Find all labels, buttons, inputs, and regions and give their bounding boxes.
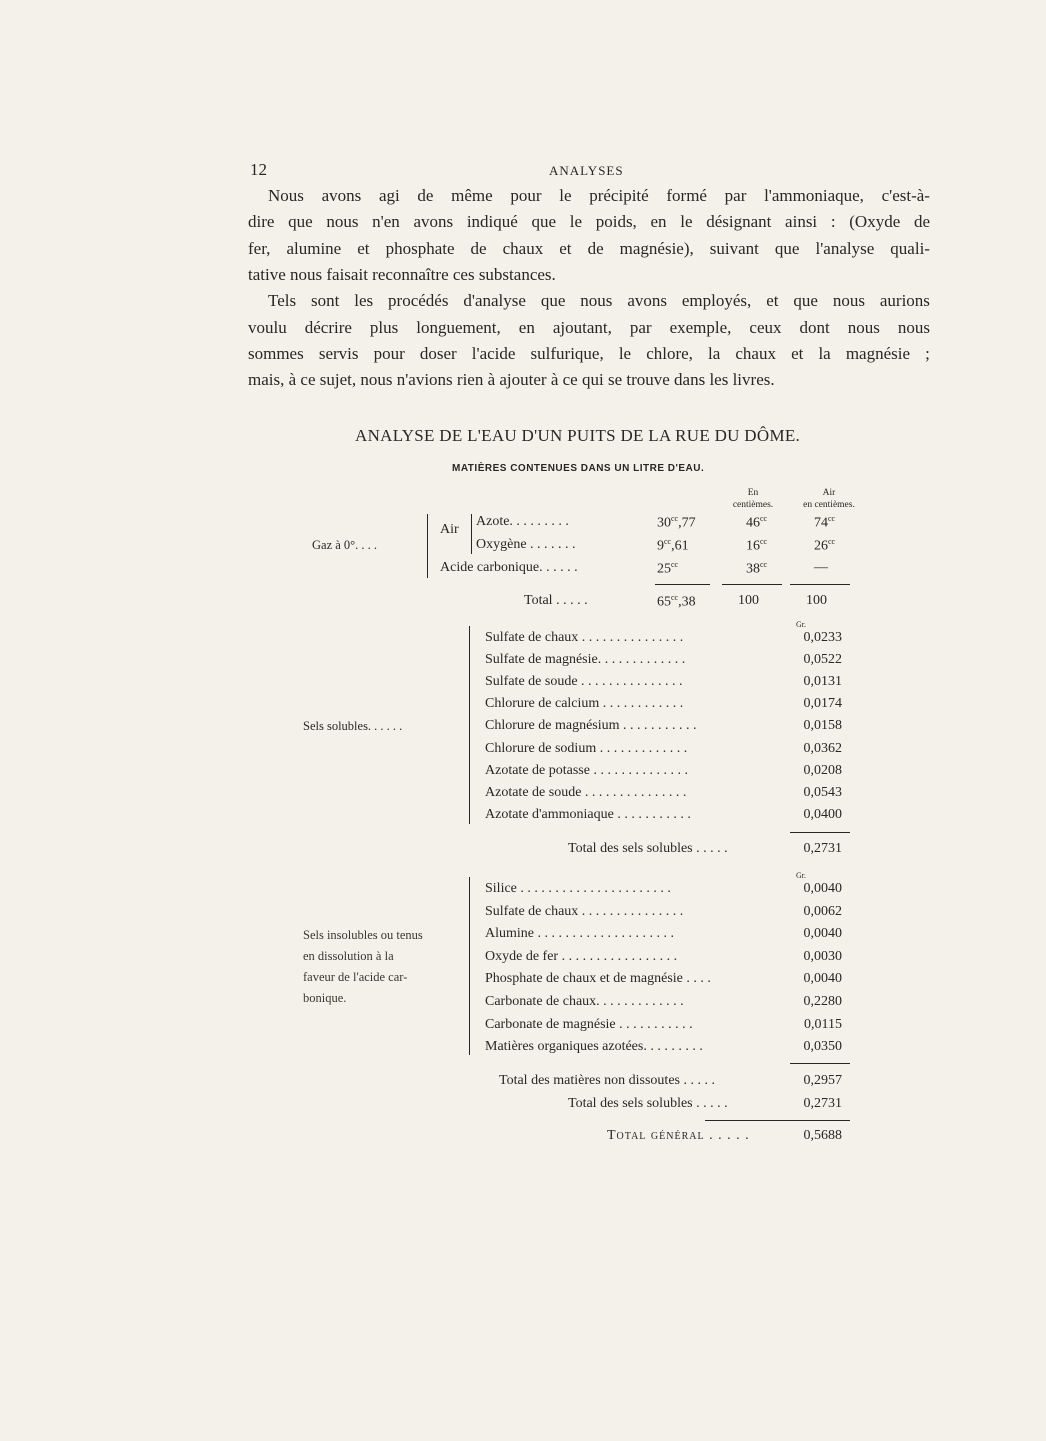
intro-word: magnésie (845, 344, 911, 363)
intro-word: de (470, 239, 487, 258)
intro-word: ceux (749, 318, 782, 337)
intro-line (248, 344, 930, 364)
intro-word: ajoutant, (552, 318, 612, 337)
gas-row-percent: $16^{cc}$ (746, 537, 768, 554)
intro-word: exemple, (669, 318, 732, 337)
intro-word: Tels (268, 291, 297, 310)
intro-word: dire (248, 212, 275, 231)
insolubles-row-name: Matières organiques azotées. . . . . . . . . (485, 1039, 703, 1055)
intro-word: indiqué (466, 212, 518, 231)
intro-word: d'analyse (463, 291, 526, 310)
intro-word: le (680, 212, 693, 231)
intro-word: l'acide (471, 344, 516, 363)
solubles-row-value: 0,0131 (803, 674, 842, 690)
intro-word: voulu (248, 318, 287, 337)
intro-word: employés, (681, 291, 752, 310)
intro-word: nous (897, 318, 930, 337)
solubles-total2-label: Total des sels solubles . . . . . (568, 1096, 728, 1111)
solubles-row-value: 0,0174 (803, 696, 842, 712)
page-number: 12 (250, 160, 267, 179)
intro-word: et (357, 239, 370, 258)
intro-word: longuement, (416, 318, 501, 337)
insolubles-row-name: Carbonate de chaux. . . . . . . . . . . . . (485, 994, 684, 1009)
intro-word: nous (832, 291, 865, 310)
table-subtitle: MATIÈRES CONTENUES DANS UN LITRE D'EAU. (452, 463, 705, 474)
intro-word: chaux (735, 344, 776, 363)
insolubles-row-name: Sulfate de chaux . . . . . . . . . . . . . . . (485, 903, 684, 919)
gas-row-air: — (814, 560, 828, 575)
solubles-row-value: 0,0233 (803, 630, 842, 645)
solubles-group-label: Sels solubles. . . . . . (303, 719, 403, 733)
intro-word: avons (321, 186, 362, 205)
intro-word: phosphate (385, 239, 455, 258)
solubles-row-value: 0,0543 (803, 784, 842, 800)
gas-row-percent: $46^{cc}$ (746, 514, 768, 531)
solubles-brace (469, 626, 470, 824)
air-brace (471, 514, 472, 554)
solubles-row-name: Chlorure de magnésium . . . . . . . . . . . (485, 718, 697, 734)
intro-word: de (913, 212, 930, 231)
solubles-row-value: 0,0522 (803, 652, 842, 668)
intro-word: doser (419, 344, 457, 363)
solubles-row-value: 0,0208 (803, 762, 842, 778)
intro-word: poids, (595, 212, 637, 231)
intro-word: que (774, 239, 800, 258)
intro-word: même (451, 186, 493, 205)
intro-word: la (708, 344, 721, 363)
col-head-air-line1: Air (822, 488, 836, 498)
intro-word: le (618, 344, 632, 363)
gas-row-air: $26^{cc}$ (814, 537, 836, 554)
intro-word: quali- (890, 239, 930, 258)
intro-word: formé (666, 186, 707, 205)
intro-word: n'en (372, 212, 400, 231)
intro-word: aurions (879, 291, 930, 310)
gas-row-value: $9^{cc},61$ (657, 537, 689, 554)
gas-total-percent: 100 (738, 593, 759, 608)
insolubles-row-value: 0,0350 (803, 1039, 842, 1055)
gas-total-value: $65^{cc},38$ (657, 593, 696, 610)
intro-word: en (518, 318, 535, 337)
general-total-value: 0,5688 (803, 1128, 842, 1143)
intro-word: nous (847, 318, 880, 337)
intro-word: servis (318, 344, 359, 363)
insolubles-row-value: 0,0040 (803, 881, 842, 896)
intro-word: chaux (502, 239, 544, 258)
insolubles-row-value: 0,0040 (803, 926, 842, 942)
insolubles-row-name: Phosphate de chaux et de magnésie . . . . (485, 971, 711, 987)
solubles-total2-value: 0,2731 (803, 1096, 842, 1111)
intro-word: agi (378, 186, 400, 205)
insolubles-brace (469, 877, 470, 1055)
intro-line (268, 186, 930, 206)
general-total-label: Total général . . . . . (607, 1128, 750, 1143)
intro-line (268, 291, 930, 311)
intro-word: pour (373, 344, 405, 363)
insolubles-group-label (303, 925, 423, 1009)
insolubles-label-line3: faveur de l'acide car- (303, 970, 408, 984)
col-head-percent-line2: centièmes. (732, 500, 774, 510)
insolubles-row-value: 0,0062 (803, 903, 842, 919)
insolubles-rule (790, 1063, 850, 1064)
col-head-percent-line1: En (747, 488, 759, 498)
intro-word: que (793, 291, 818, 310)
table-title: ANALYSE DE L'EAU D'UN PUITS DE LA RUE DU DÔME. (355, 426, 801, 445)
col-head-percent (728, 487, 778, 511)
intro-word: le (559, 186, 572, 205)
gas-total-label: Total . . . . . (524, 593, 588, 608)
intro-word: par (629, 318, 652, 337)
intro-word: par (724, 186, 747, 205)
intro-word: procédés (388, 291, 449, 310)
intro-word: pour (510, 186, 542, 205)
intro-word: l'analyse (815, 239, 875, 258)
solubles-row-value: 0,0362 (803, 740, 842, 756)
intro-word: alumine (286, 239, 342, 258)
solubles-row-name: Azotate de soude . . . . . . . . . . . . . . . (485, 784, 687, 800)
intro-word: c'est-à- (881, 186, 930, 205)
col-head-air (790, 487, 868, 511)
intro-word: sont (311, 291, 340, 310)
insolubles-unit: Gr. (796, 871, 806, 880)
insolubles-row-name: Carbonate de magnésie . . . . . . . . . . . (485, 1016, 693, 1032)
intro-word: les (354, 291, 374, 310)
gas-rule-1 (655, 584, 710, 585)
intro-word: que (531, 212, 557, 231)
intro-word: que (288, 212, 313, 231)
intro-word: que (540, 291, 566, 310)
intro-line (248, 212, 930, 232)
intro-line: tative nous faisait reconnaître ces substances. (248, 265, 556, 284)
insolubles-label-line4: bonique. (303, 991, 347, 1005)
solubles-unit: Gr. (796, 620, 806, 629)
insolubles-row-value: 0,0030 (803, 948, 842, 964)
intro-word: et (791, 344, 804, 363)
gas-rule-3 (790, 584, 850, 585)
solubles-total-value: 0,2731 (803, 841, 842, 856)
intro-word: : (830, 212, 836, 231)
intro-word: le (569, 212, 583, 231)
intro-word: l'ammoniaque, (764, 186, 864, 205)
gas-row-name: Azote. . . . . . . . . (476, 514, 569, 529)
gas-brace (427, 514, 428, 578)
gas-row-value: $25^{cc}$ (657, 560, 679, 577)
solubles-total-label: Total des sels solubles . . . . . (568, 841, 728, 856)
insolubles-row-value: 0,2280 (803, 994, 842, 1009)
solubles-row-value: 0,0400 (803, 806, 842, 822)
gas-total-air: 100 (806, 593, 827, 608)
solubles-row-name: Sulfate de soude . . . . . . . . . . . . . . . (485, 674, 683, 690)
gas-row-name: Oxygène . . . . . . . (476, 537, 576, 552)
solubles-row-name: Sulfate de chaux . . . . . . . . . . . . . . . (485, 630, 684, 645)
gas-group-label: Gaz à 0°. . . . (312, 538, 378, 552)
intro-word: magnésie), (619, 239, 694, 258)
solubles-row-name: Chlorure de calcium . . . . . . . . . . . . (485, 696, 684, 712)
gas-row-air: $74^{cc}$ (814, 514, 836, 531)
intro-word: décrire (304, 318, 352, 337)
intro-word: en (650, 212, 667, 231)
gas-row-name: Acide carbonique. . . . . . (440, 560, 578, 575)
solubles-row-value: 0,0158 (803, 718, 842, 734)
intro-word: et (559, 239, 572, 258)
gas-row-percent: $38^{cc}$ (746, 560, 768, 577)
nondiss-total-label: Total des matières non dissoutes . . . . . (499, 1073, 715, 1088)
intro-word: précipité (589, 186, 649, 205)
insolubles-row-value: 0,0040 (803, 971, 842, 987)
general-total-rule (705, 1120, 850, 1121)
intro-word: nous (326, 212, 359, 231)
intro-word: chlore, (646, 344, 693, 363)
intro-word: de (417, 186, 434, 205)
intro-word: désignant (706, 212, 772, 231)
intro-word: fer, (248, 239, 271, 258)
col-head-air-line2: en centièmes. (803, 500, 855, 510)
intro-word: suivant (709, 239, 759, 258)
intro-word: avons (413, 212, 454, 231)
intro-word: de (587, 239, 604, 258)
intro-word: nous (580, 291, 613, 310)
intro-word: sommes (248, 344, 304, 363)
intro-word: ainsi (785, 212, 818, 231)
insolubles-label-line1: Sels insolubles ou tenus (303, 928, 423, 942)
intro-word: Nous (268, 186, 304, 205)
air-label: Air (440, 522, 459, 537)
intro-word: dont (799, 318, 830, 337)
gas-rule-2 (722, 584, 782, 585)
solubles-row-name: Azotate d'ammoniaque . . . . . . . . . . . (485, 806, 691, 822)
insolubles-row-name: Silice . . . . . . . . . . . . . . . . . . . . . . (485, 881, 671, 896)
insolubles-row-name: Oxyde de fer . . . . . . . . . . . . . . . . . (485, 948, 678, 964)
intro-line (248, 239, 930, 259)
insolubles-label-line2: en dissolution à la (303, 949, 394, 963)
intro-line (248, 318, 930, 338)
solubles-row-name: Sulfate de magnésie. . . . . . . . . . . . . (485, 652, 686, 668)
solubles-rule (790, 832, 850, 833)
gas-row-value: $30^{cc},77$ (657, 514, 696, 531)
insolubles-row-name: Alumine . . . . . . . . . . . . . . . . . . . . (485, 926, 674, 942)
intro-word: plus (369, 318, 399, 337)
running-head: ANALYSES (549, 163, 624, 178)
intro-word: la (818, 344, 831, 363)
insolubles-row-value: 0,0115 (804, 1016, 842, 1032)
nondiss-total-value: 0,2957 (803, 1073, 842, 1088)
intro-word: ; (925, 344, 930, 363)
intro-word: sulfurique, (530, 344, 604, 363)
intro-word: (Oxyde (849, 212, 901, 231)
intro-line: mais, à ce sujet, nous n'avions rien à ajouter à ce qui se trouve dans les livres. (248, 370, 775, 389)
solubles-row-name: Chlorure de sodium . . . . . . . . . . . . . (485, 740, 688, 756)
intro-word: et (766, 291, 779, 310)
intro-word: avons (627, 291, 667, 310)
solubles-row-name: Azotate de potasse . . . . . . . . . . . . . . (485, 762, 688, 778)
